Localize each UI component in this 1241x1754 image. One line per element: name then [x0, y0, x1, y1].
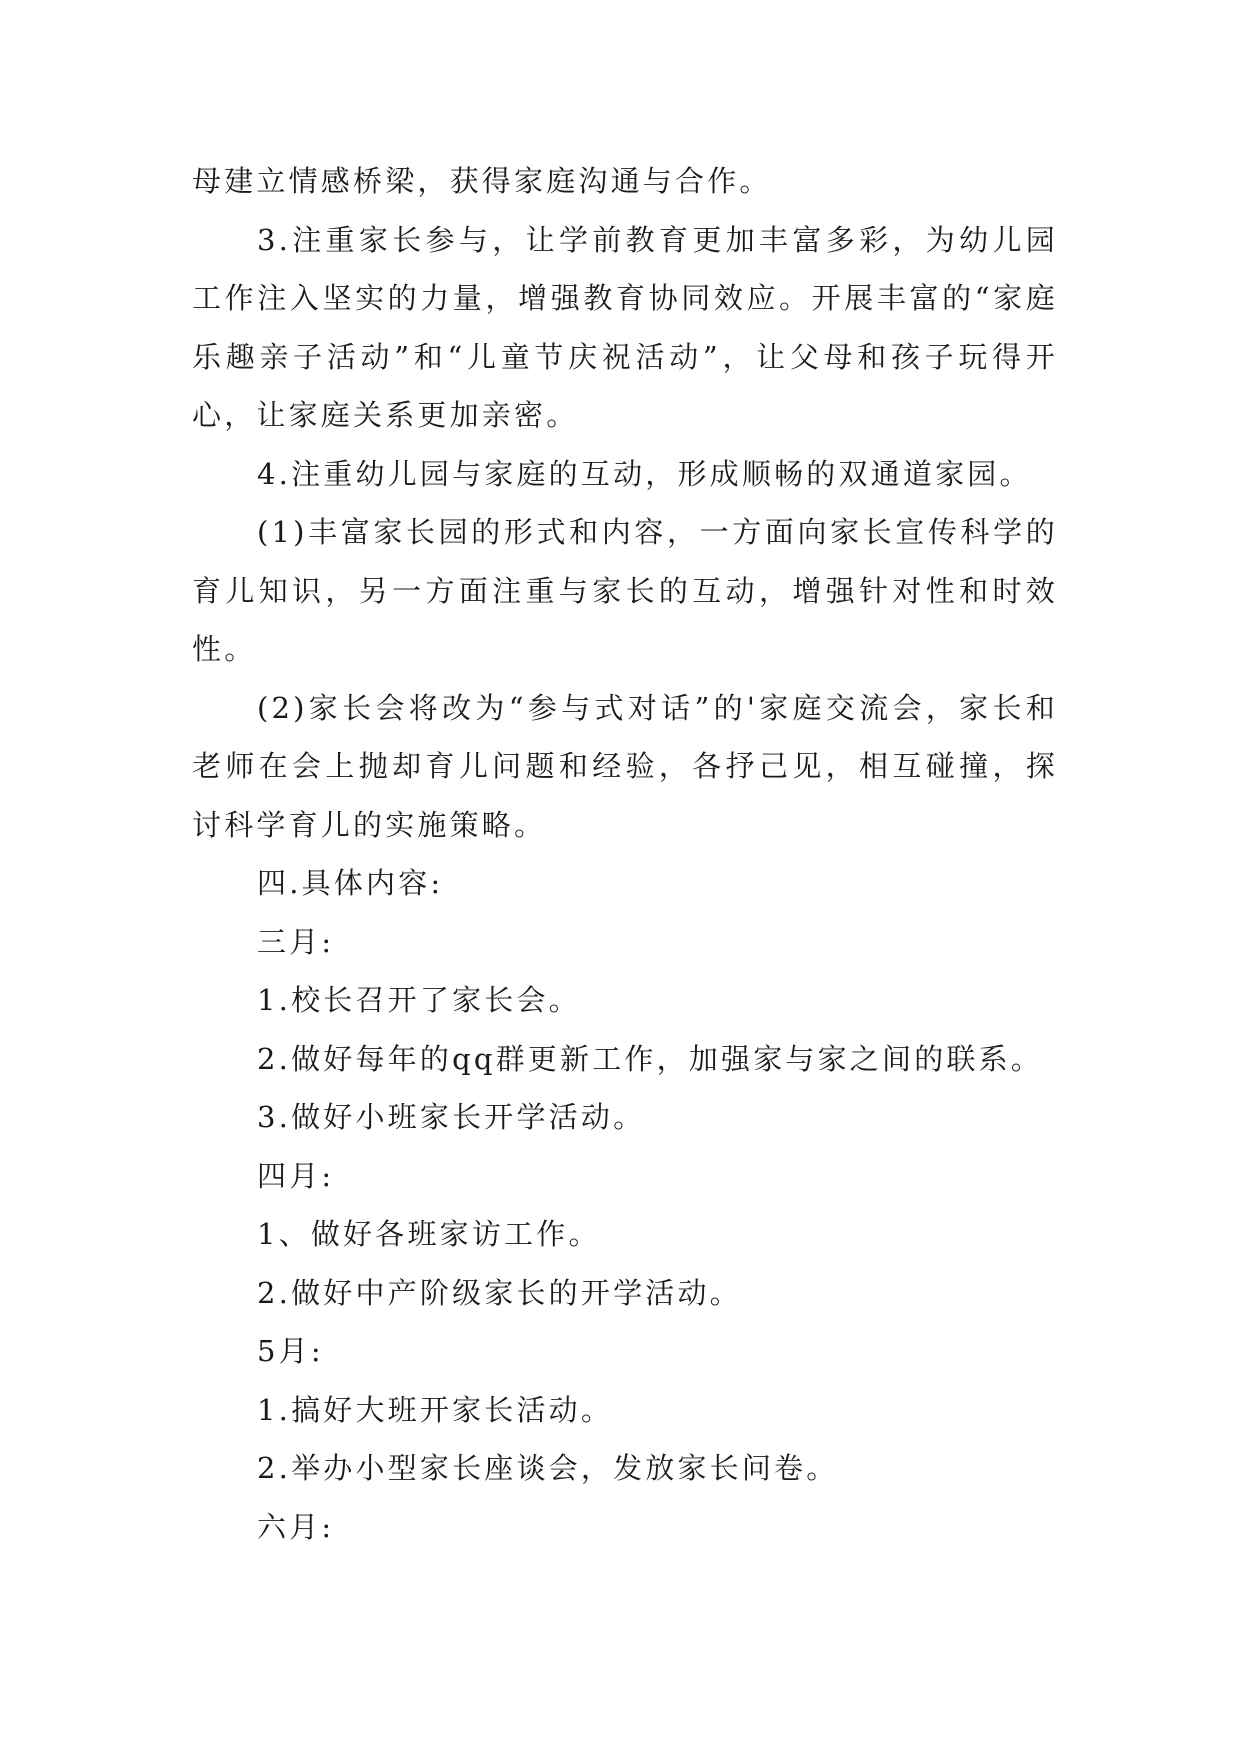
list-item: 2.做好中产阶级家长的开学活动。	[257, 1275, 742, 1310]
month-heading: 六月:	[257, 1509, 335, 1544]
list-item: 1、做好各班家访工作。	[257, 1217, 601, 1251]
list-item: 1.校长召开了家长会。	[257, 983, 581, 1017]
paragraph: 3.注重家长参与，让学前教育更加丰富多彩，为幼儿园工作注入坚实的力量，增强教育协同效应。开展丰富的“家庭乐趣亲子活动”和“儿童节庆祝活动”，让父母和孩子玩得开心，让家庭关系更加亲密。	[192, 222, 1058, 432]
month-heading: 5月:	[257, 1334, 324, 1368]
month-heading: 四月:	[257, 1158, 335, 1193]
paragraph: 母建立情感桥梁，获得家庭沟通与合作。	[192, 164, 772, 198]
document-body	[192, 152, 1058, 1556]
section-heading: 四.具体内容:	[257, 866, 444, 900]
list-item: 1.搞好大班开家长活动。	[257, 1392, 614, 1427]
paragraph: 4.注重幼儿园与家庭的互动，形成顺畅的双通道家园。	[257, 456, 1032, 491]
list-item: 2.举办小型家长座谈会，发放家长问卷。	[257, 1451, 839, 1485]
paragraph: (2)家长会将改为“参与式对话”的'家庭交流会，家长和老师在会上抛却育儿问题和经验，各抒己见，相互碰撞，探讨科学育儿的实施策略。	[192, 690, 1058, 842]
month-heading: 三月:	[257, 924, 335, 959]
list-item: 3.做好小班家长开学活动。	[257, 1100, 646, 1134]
list-item: 2.做好每年的qq群更新工作，加强家与家之间的联系。	[257, 1041, 1043, 1076]
paragraph: (1)丰富家长园的形式和内容，一方面向家长宣传科学的育儿知识，另一方面注重与家长的互动，增强针对性和时效性。	[192, 515, 1058, 666]
